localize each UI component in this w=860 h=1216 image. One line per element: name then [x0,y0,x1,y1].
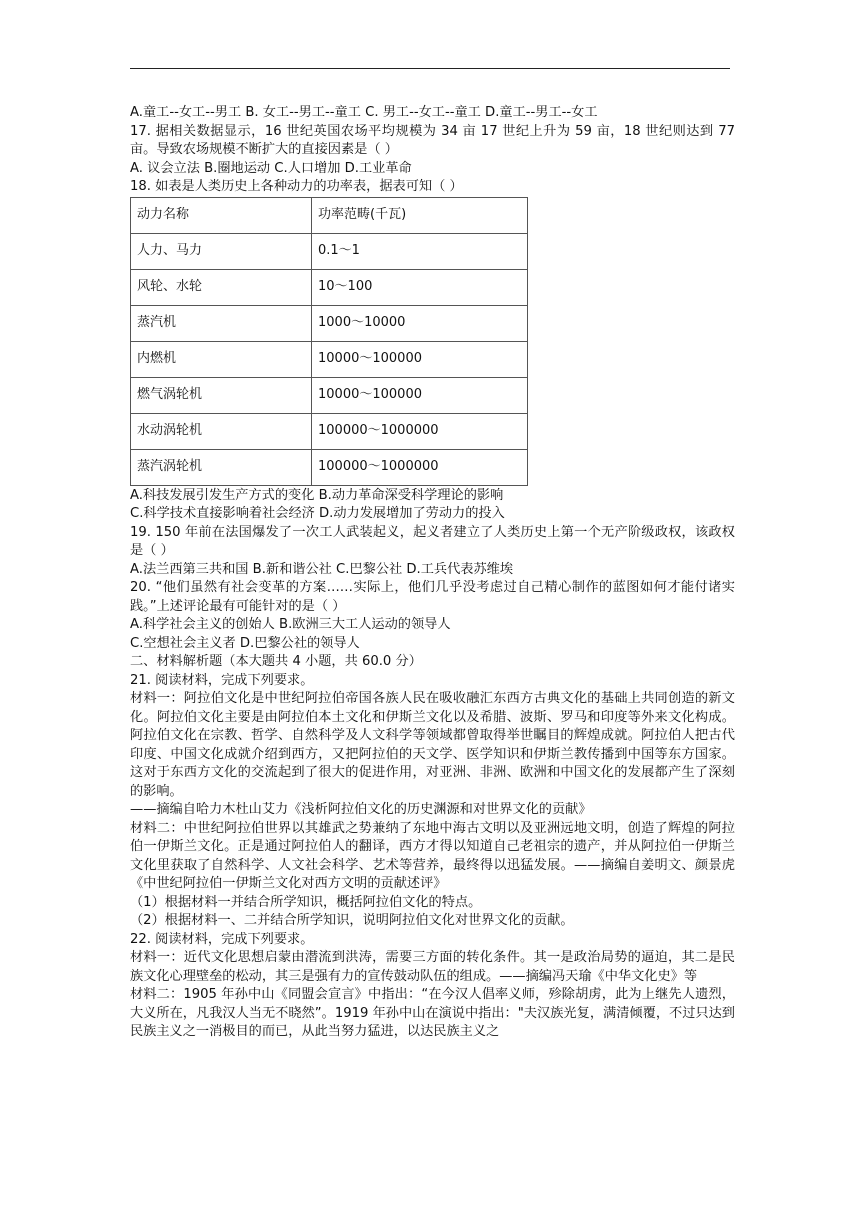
table-row [131,413,528,449]
table-cell: 10000～100000 [312,341,528,377]
table-header-row [131,197,528,233]
q20-options-ab: A.科学社会主义的创始人 B.欧洲三大工人运动的领导人 [130,617,451,632]
header-rule [130,68,730,69]
q18-stem: 18. 如表是人类历史上各种动力的功率表，据表可知（ ） [130,179,463,194]
q19-options: A.法兰西第三共和国 B.新和谐公社 C.巴黎公社 D.工兵代表苏维埃 [130,561,514,577]
section-heading: 二、材料解析题（本大题共 4 小题，共 60.0 分） [130,654,422,669]
q22-material2: 材料二：1905 年孙中山《同盟会宣言》中指出：“在今汉人倡率义师，殄除胡虏，此为上继先人遗烈，大义所在，凡我汉人当无不晓然”。1919 年孙中山在演说中指出："夫汉族光复，满清倾覆，不过只达到民族主义之一消极目的而已，从此当努力猛进，以达民族主义之 [130,987,735,1039]
table-row [131,341,528,377]
q20-stem: 20. “他们虽然有社会变革的方案……实际上，他们几乎没考虑过自己精心制作的蓝图如何才能付诸实践。”上述评论最有可能针对的是（ ） [130,580,735,614]
q16-options: A.童工--女工--男工 B. 女工--男工--童工 C. 男工--女工--童工 D.童工--男工--女工 [130,105,598,120]
q21-material2: 材料二：中世纪阿拉伯世界以其雄武之势兼纳了东地中海古文明以及亚洲远地文明，创造了辉煌的阿拉伯一伊斯兰文化。正是通过阿拉伯人的翻译，西方才得以知道自己老祖宗的遗产，并从阿拉伯一伊斯兰文化里获取了自然科学、人文社会科学、艺术等营养，最终得以迅猛发展。——摘编自姜明文、颜景虎《中世纪阿拉伯一伊斯兰文化对西方文明的贡献述评》 [130,820,735,891]
q17-options: A. 议会立法 B.圈地运动 C.人口增加 D.工业革命 [130,160,412,176]
q17-stem: 17. 据相关数据显示，16 世纪英国农场平均规模为 34 亩 17 世纪上升为 59 亩，18 世纪则达到 77 亩。导致农场规模不断扩大的直接因素是（ ） [130,123,735,157]
table-cell: 内燃机 [131,341,312,377]
q22-stem: 22. 阅读材料，完成下列要求。 [130,931,314,947]
q21-material1-source: ——摘编自哈力木杜山艾力《浅析阿拉伯文化的历史渊源和对世界文化的贡献》 [130,802,592,817]
table-row [131,305,528,341]
table-row [131,269,528,305]
table-cell: 蒸汽涡轮机 [131,449,312,485]
table-header-cell: 动力名称 [131,197,312,233]
table-header-cell: 功率范畴(千瓦) [312,197,528,233]
q21-stem: 21. 阅读材料，完成下列要求。 [130,672,314,688]
table-row [131,233,528,269]
table-cell: 风轮、水轮 [131,269,312,305]
q19-stem: 19. 150 年前在法国爆发了一次工人武装起义，起义者建立了人类历史上第一个无产阶级政权，该政权是（ ） [130,524,735,558]
table-row [131,377,528,413]
q18-options-ab: A.科技发展引发生产方式的变化 B.动力革命深受科学理论的影响 [130,487,504,503]
table-cell: 100000～1000000 [312,449,528,485]
q21-requirement-1: （1）根据材料一并结合所学知识，概括阿拉伯文化的特点。 [130,894,482,910]
table-cell: 10000～100000 [312,377,528,413]
q18-options-cd: C.科学技术直接影响着社会经济 D.动力发展增加了劳动力的投入 [130,506,505,521]
exam-page [130,104,735,1042]
table-cell: 燃气涡轮机 [131,377,312,413]
q21-material1: 材料一：阿拉伯文化是中世纪阿拉伯帝国各族人民在吸收融汇东西方古典文化的基础上共同创造的新文化。阿拉伯文化主要是由阿拉伯本土文化和伊斯兰文化以及希腊、波斯、罗马和印度等外来文化构成。阿拉伯文化在宗教、哲学、自然科学及人文科学等领域都曾取得举世瞩目的辉煌成就。阿拉伯人把古代印度、中国文化成就介绍到西方，又把阿拉伯的天文学、医学知识和伊斯兰教传播到中国等东方国家。这对于东西方文化的交流起到了很大的促进作用，对亚洲、非洲、欧洲和中国文化的发展都产生了深刻的影响。 [130,691,735,799]
table-cell: 水动涡轮机 [131,413,312,449]
q22-material1: 材料一：近代文化思想启蒙由潜流到洪涛，需要三方面的转化条件。其一是政治局势的逼迫，其二是民族文化心理壁垒的松动，其三是强有力的宣传鼓动队伍的组成。——摘编冯天瑜《中华文化史》等 [130,950,735,984]
table-cell: 10～100 [312,269,528,305]
table-cell: 0.1～1 [312,233,528,269]
q20-options-cd: C.空想社会主义者 D.巴黎公社的领导人 [130,635,360,651]
table-row [131,449,528,485]
table-cell: 人力、马力 [131,233,312,269]
table-cell: 1000～10000 [312,305,528,341]
table-cell: 100000～1000000 [312,413,528,449]
table-cell: 蒸汽机 [131,305,312,341]
power-table [130,197,528,486]
q21-requirement-2: （2）根据材料一、二并结合所学知识，说明阿拉伯文化对世界文化的贡献。 [130,913,574,928]
